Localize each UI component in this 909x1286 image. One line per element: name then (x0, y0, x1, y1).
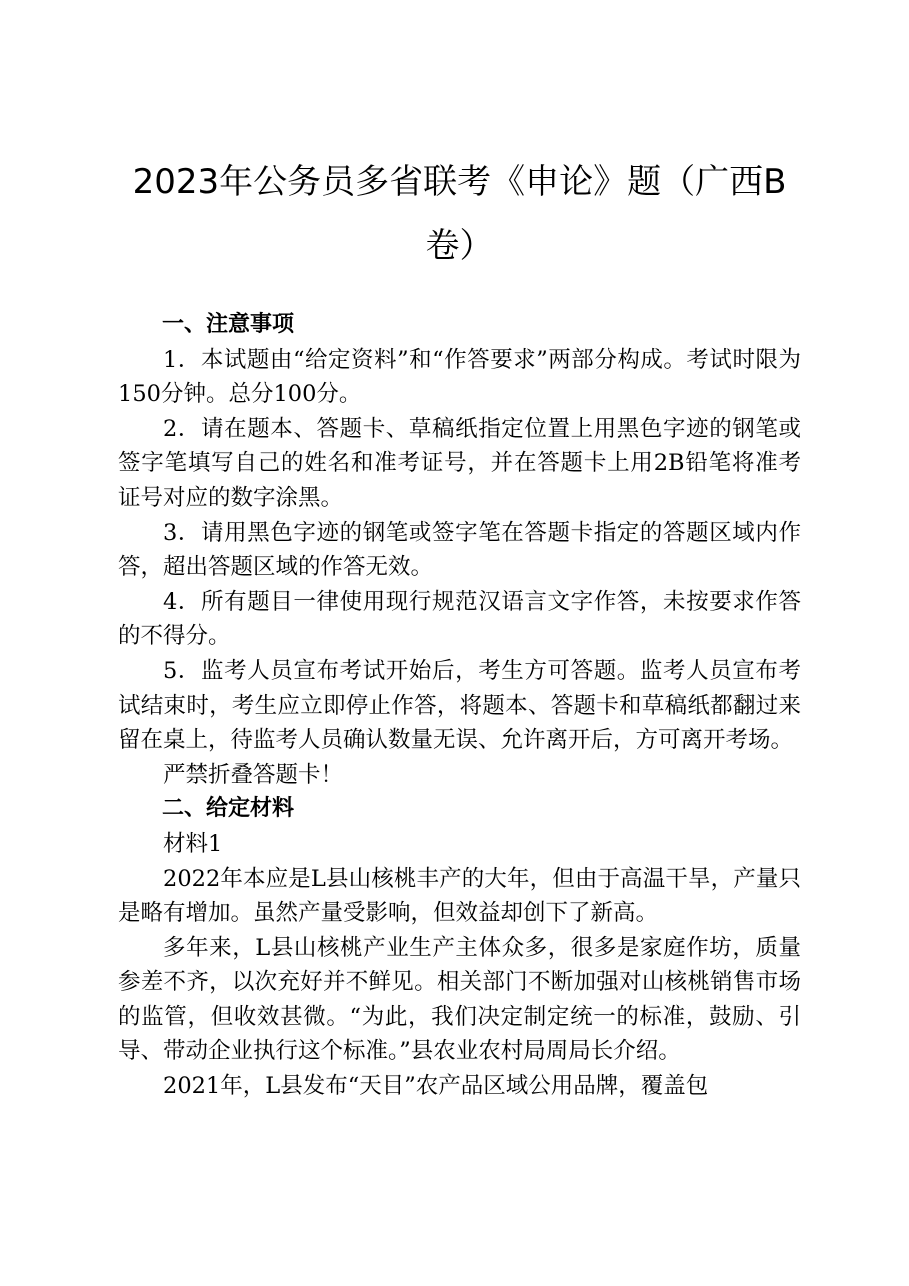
material-paragraph: 多年来，L县山核桃产业生产主体众多，很多是家庭作坊，质量参差不齐，以次充好并不鲜见。相关部门不断加强对山核桃销售市场的监管，但收效甚微。“为此，我们决定制定统一的标准，鼓励、引导、带动企业执行这个标准。”县农业农村局周局长介绍。 (118, 934, 801, 1065)
section-notice (118, 308, 801, 792)
material-paragraph: 2022年本应是L县山核桃丰产的大年，但由于高温干旱，产量只是略有增加。虽然产量受影响，但效益却创下了新高。 (118, 865, 801, 927)
material-paragraph: 2021年，L县发布“天目”农产品区域公用品牌，覆盖包 (163, 1073, 709, 1100)
notice-item-2: 2．请在题本、答题卡、草稿纸指定位置上用黑色字迹的钢笔或签字笔填写自己的姓名和准考证号，并在答题卡上用2B铅笔将准考证号对应的数字涂黑。 (118, 415, 801, 511)
section-heading: 一、注意事项 (162, 312, 295, 337)
notice-item-3: 3．请用黑色字迹的钢笔或签字笔在答题卡指定的答题区域内作答，超出答题区域的作答无效。 (118, 519, 801, 581)
notice-warning: 严禁折叠答题卡！ (163, 761, 344, 788)
document-body (118, 308, 801, 1104)
document-title: 2023年公务员多省联考《申论》题（广西B卷） (132, 162, 787, 266)
section-heading: 二、给定材料 (162, 796, 295, 822)
section-materials (118, 792, 801, 1103)
notice-item-4: 4．所有题目一律使用现行规范汉语言文字作答，未按要求作答的不得分。 (118, 588, 801, 650)
notice-item-5: 5．监考人员宣布考试开始后，考生方可答题。监考人员宣布考试结束时，考生应立即停止作答，将题本、答题卡和草稿纸都翻过来留在桌上，待监考人员确认数量无误、允许离开后，方可离开考场。 (118, 657, 801, 754)
notice-item-1: 1．本试题由“给定资料”和“作答要求”两部分构成。考试时限为150分钟。总分100分。 (118, 346, 801, 408)
material-label: 材料1 (163, 830, 223, 857)
